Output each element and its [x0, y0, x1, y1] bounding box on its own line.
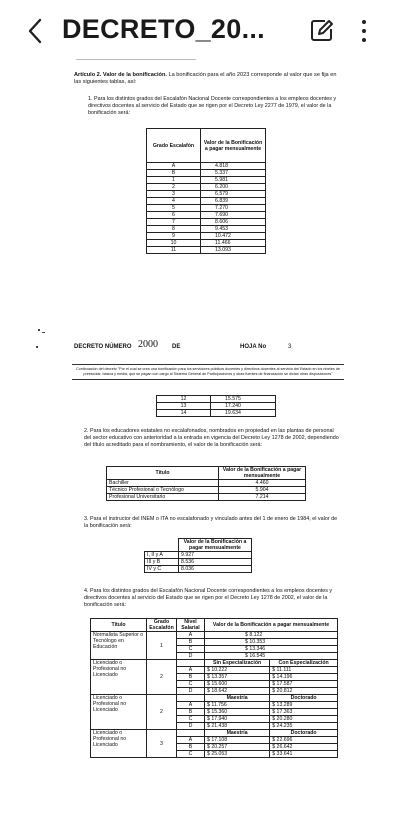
valor-cell: 6.200 [201, 184, 266, 191]
table-row [147, 170, 266, 177]
item-1: 1. Para los distintos grados del Escalafón Nacional Docente correspondientes a los empleos docentes y directivos docentes al servicio del Estado que se rigen por el Decreto Ley 2277 de 1979, el valor de la bonificación será: [88, 96, 337, 116]
valor-cell: 6.579 [201, 191, 266, 198]
grado-cell: 1 [147, 177, 201, 184]
hoja-label: HOJA No [240, 344, 267, 350]
valor-cell: 17.240 [211, 403, 276, 410]
table-row [157, 396, 276, 403]
valor-cell: $ 10.353 [205, 639, 338, 646]
titulo-cell: Licenciado o Profesional no Licenciado [91, 660, 147, 695]
nivel-cell: D [177, 723, 205, 730]
valor-cell: $ 17.108 [205, 737, 270, 744]
table-subheader [91, 660, 338, 667]
table-row [147, 184, 266, 191]
nivel-cell [177, 660, 205, 667]
nivel-cell [177, 730, 205, 737]
valor-cell: 8.606 [201, 219, 266, 226]
table-row [157, 410, 276, 417]
grado-cell: 9 [147, 233, 201, 240]
nivel-cell: IV y C [145, 566, 179, 573]
valor-cell: $ 13.346 [205, 646, 338, 653]
table-subheader [91, 695, 338, 702]
grado-cell: B [147, 170, 201, 177]
grado-cell: 14 [157, 410, 211, 417]
valor-cell: $ 33.641 [270, 751, 338, 758]
table-row [147, 191, 266, 198]
back-arrow-icon[interactable] [22, 17, 48, 45]
valor-cell: $ 20.280 [270, 716, 338, 723]
subhead-cell: Maestría [205, 695, 270, 702]
decreto-numero-label: DECRETO NÚMERO [74, 344, 132, 350]
subhead-cell: Sin Especialización [205, 660, 270, 667]
item-2: 2. Para los educadores estatales no escalafonados, nombrados en propiedad en las plantas de personal del sector educativo con anterioridad a la entrada en vigencia del Decreto Ley 1278 de 2002, dependiendo del título acreditado para el nombramiento, el valor de la bonificación será: [84, 428, 339, 448]
grado-cell: 12 [157, 396, 211, 403]
table-row [147, 247, 266, 254]
grado-cell: 5 [147, 205, 201, 212]
valor-cell: 11.466 [201, 240, 266, 247]
valor-cell: 19.634 [211, 410, 276, 417]
valor-cell: 15.575 [211, 396, 276, 403]
valor-cell: 9.927 [179, 552, 252, 559]
nivel-cell: A [177, 632, 205, 639]
table-row [157, 403, 276, 410]
table-row [145, 566, 252, 573]
valor-cell: 6.839 [201, 198, 266, 205]
valor-cell: $ 11.756 [205, 702, 270, 709]
col-valor: Valor de la Bonificación a pagar mensualmente [179, 539, 252, 552]
nivel-cell: A [177, 737, 205, 744]
page-marks [36, 326, 50, 356]
titulo-cell: Técnico Profesional o Tecnólogo [107, 487, 219, 494]
nivel-cell: I, II y A [145, 552, 179, 559]
decreto-numero: 2000 [138, 339, 158, 350]
article-title: Artículo 2. Valor de la bonificación. [74, 72, 167, 78]
nivel-cell: C [177, 716, 205, 723]
nivel-cell: B [177, 709, 205, 716]
item-3: 3. Para el instructor del INEM o ITA no escalafonado y vinculado antes del 1 de enero de 1984, el valor de la bonificación será: [84, 516, 338, 529]
nivel-cell: B [177, 744, 205, 751]
valor-cell: $ 17.587 [270, 681, 338, 688]
table-row [147, 163, 266, 170]
valor-cell: $ 21.438 [205, 723, 270, 730]
grado-cell: 3 [147, 191, 201, 198]
subhead-cell: Con Especialización [270, 660, 338, 667]
edit-icon[interactable] [310, 18, 334, 44]
valor-cell: $ 20.812 [270, 688, 338, 695]
nivel-cell: D [177, 688, 205, 695]
hoja-number: 3 [288, 344, 292, 350]
table-row [91, 632, 338, 639]
valor-cell: $ 15.360 [205, 709, 270, 716]
nivel-cell: C [177, 681, 205, 688]
document-page-1[interactable] [62, 58, 346, 323]
article-text: La bonificación para el año 2023 corresponde al valor que se fija en las siguientes tablas, así: [74, 72, 337, 85]
col-valor: Valor de la Bonificación a pagar mensualmente [205, 619, 338, 632]
grado-cell: 2 [147, 184, 201, 191]
valor-cell: 9.453 [201, 226, 266, 233]
valor-cell: $ 17.940 [205, 716, 270, 723]
titulo-cell: Licenciado o Profesional no Licenciado [91, 695, 147, 730]
table-row [147, 219, 266, 226]
valor-cell: 7.214 [219, 494, 306, 501]
valor-cell: 8.536 [179, 559, 252, 566]
table-row [107, 487, 306, 494]
titulo-cell: Normalista Superior o Tecnólogo en Educación [91, 632, 147, 660]
table-row [107, 494, 306, 501]
valor-cell: $ 17.363 [270, 709, 338, 716]
app-bar [0, 0, 400, 62]
nivel-cell: C [177, 646, 205, 653]
valor-cell: $ 11.111 [270, 667, 338, 674]
valor-cell: $ 15.600 [205, 681, 270, 688]
bonus-table-1278 [90, 618, 338, 758]
valor-cell: $ 14.196 [270, 674, 338, 681]
subhead-cell: Doctorado [270, 730, 338, 737]
subhead-cell: Maestría [205, 730, 270, 737]
bonus-table-inem [144, 538, 252, 573]
nivel-cell: A [177, 667, 205, 674]
grado-cell: 2 [147, 695, 177, 730]
article-2 [74, 72, 339, 86]
grado-cell: 10 [147, 240, 201, 247]
valor-cell: $ 8.122 [205, 632, 338, 639]
valor-cell: 5.981 [201, 177, 266, 184]
item-4: 4. Para los distintos grados del Escalafón Nacional Docente correspondientes a los empleos docentes y directivos docentes al servicio del Estado que se rigen por el Decreto Ley 1278 de 2002, el valor de la bonificación será: [84, 588, 333, 608]
col-valor: Valor de la Bonificación a pagar mensualmente [201, 129, 266, 163]
titulo-cell: Licenciado o Profesional no Licenciado [91, 730, 147, 758]
valor-cell: 4.818 [201, 163, 266, 170]
grado-cell: 4 [147, 198, 201, 205]
nivel-cell: B [177, 639, 205, 646]
grado-cell: 13 [157, 403, 211, 410]
col-titulo: Título [91, 619, 147, 632]
document-page-2[interactable] [62, 338, 346, 823]
valor-cell: $ 25.053 [205, 751, 270, 758]
valor-cell: 5.337 [201, 170, 266, 177]
grado-cell: 3 [147, 730, 177, 758]
grado-cell: 11 [147, 247, 201, 254]
nivel-cell: C [177, 751, 205, 758]
bonus-table-2277 [146, 128, 266, 254]
grado-cell: 8 [147, 226, 201, 233]
titulo-cell: Bachiller [107, 480, 219, 487]
valor-cell: $ 10.222 [205, 667, 270, 674]
nivel-cell: B [177, 674, 205, 681]
valor-cell: 10.472 [201, 233, 266, 240]
nivel-cell: D [177, 653, 205, 660]
bonus-table-continued [156, 395, 276, 417]
valor-cell: 5.904 [219, 487, 306, 494]
page-header [74, 341, 344, 355]
valor-cell: $ 22.696 [270, 737, 338, 744]
table-row [147, 212, 266, 219]
table-row [147, 240, 266, 247]
nivel-cell: III y B [145, 559, 179, 566]
grado-cell: 2 [147, 660, 177, 695]
table-row [145, 559, 252, 566]
bonus-table-no-escalafonados [106, 466, 306, 501]
more-vert-icon[interactable] [358, 17, 370, 45]
valor-cell: $ 20.257 [205, 744, 270, 751]
valor-cell: $ 26.642 [270, 744, 338, 751]
nivel-cell [177, 695, 205, 702]
valor-cell: $ 16.545 [205, 653, 338, 660]
valor-cell: 13.093 [201, 247, 266, 254]
table-row [147, 205, 266, 212]
valor-cell: $ 24.235 [270, 723, 338, 730]
table-row [147, 226, 266, 233]
valor-cell: 4.460 [219, 480, 306, 487]
subhead-cell: Doctorado [270, 695, 338, 702]
col-grado: Grado Escalafón [147, 129, 201, 163]
col-valor: Valor de la Bonificación a pagar mensualmente [219, 467, 306, 480]
document-title: DECRETO_20... [62, 14, 265, 44]
col-nivel: Nivel Salarial [177, 619, 205, 632]
table-row [147, 177, 266, 184]
valor-cell: 7.690 [201, 212, 266, 219]
table-subheader [91, 730, 338, 737]
grado-cell: 7 [147, 219, 201, 226]
grado-cell: 6 [147, 212, 201, 219]
col-grado: Grado Escalafón [147, 619, 177, 632]
table-row [145, 552, 252, 559]
continuation-header: Continuación del decreto "Por el cual se crea una bonificación para los servidores públicos docentes y directivos docentes al servicio del Estado en los niveles de preescolar, básica y media, que se pagan con cargo al Sistema General de Participaciones y otras fuentes de financiación se dictan otras disposiciones" [72, 367, 344, 377]
de-label: DE [172, 344, 181, 350]
valor-cell: $ 13.289 [270, 702, 338, 709]
cut-line [76, 58, 196, 60]
col-titulo: Título [107, 467, 219, 480]
grado-cell: A [147, 163, 201, 170]
table-row [107, 480, 306, 487]
valor-cell: 8.036 [179, 566, 252, 573]
titulo-cell: Profesional Universitario [107, 494, 219, 501]
valor-cell: $ 18.642 [205, 688, 270, 695]
nivel-cell: A [177, 702, 205, 709]
valor-cell: 7.270 [201, 205, 266, 212]
table-row [147, 233, 266, 240]
table-row [147, 198, 266, 205]
grado-cell: 1 [147, 632, 177, 660]
valor-cell: $ 13.357 [205, 674, 270, 681]
